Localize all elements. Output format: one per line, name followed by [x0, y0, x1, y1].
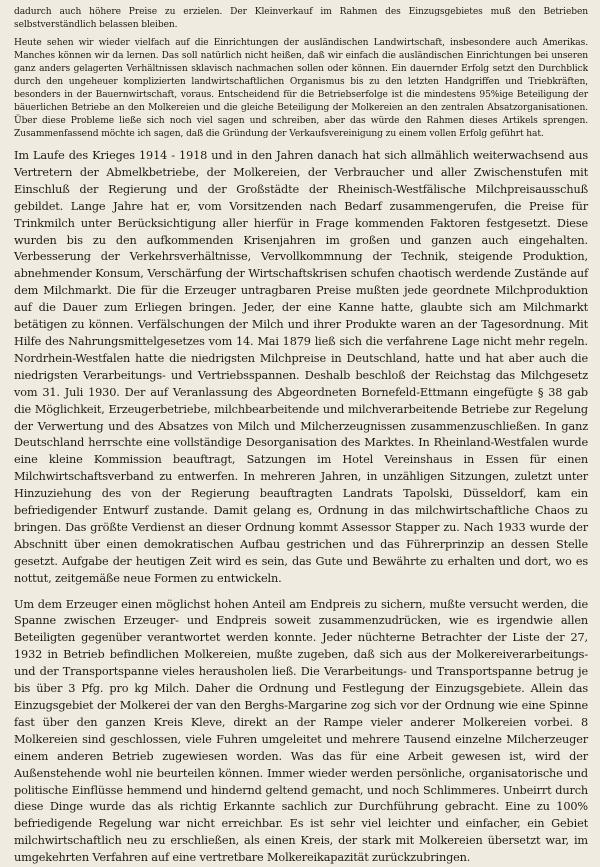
paragraph-milk-price-committee: Im Laufe des Krieges 1914 - 1918 und in den Jahren danach hat sich allmählich weiterwachsend aus Vertretern der Abmelkbetriebe, der Molkereien, der Verbraucher und aller Zwischenstufen mit Einschluß der Regierung und der Großstädte der Rheinisch-Westfälische Milchpreisausschuß gebildet. Lange Jahre hat er, vom Vorsitzenden nach Bedarf zusammengerufen, die Preise für Trinkmilch unter Berücksichtigung aller hierfür in Frage kommenden Faktoren festgesetzt. Diese wurden bis zu den aufkommenden Krisenjahren im großen und ganzen auch eingehalten. Verbesserung der Verkehrsverhältnisse, Vervollkommnung der Technik, steigende Produktion, abnehmender Konsum, Verschärfung der Wirtschaftskrisen schufen chaotisch werdende Zustände auf dem Milchmarkt. Die für die Erzeuger untragbaren Preise mußten jede geordnete Milchproduktion auf die Dauer zum Erliegen bringen. Jeder, der eine Kanne hatte, glaubte sich am Milchmarkt betätigen zu können. Verfälschungen der Milch und ihrer Produkte waren an der Tagesordnung. Mit Hilfe des Nahrungsmittelgesetzes vom 14. Mai 1879 ließ sich die verfahrene Lage nicht mehr regeln. Nordrhein-Westfalen hatte die niedrigsten Milchpreise in Deutschland, hatte und hat aber auch die niedrigsten Verarbeitungs- und Vertriebsspannen. Deshalb beschloß der Reichstag das Milchgesetz vom 31. Juli 1930. Der auf Veranlassung des Abgeordneten Bornefeld-Ettmann eingefügte § 38 gab die Möglichkeit, Erzeugerbetriebe, milchbearbeitende und milchverarbeitende Betriebe zur Regelung der Verwertung und des Absatzes von Milch und Milcherzeugnissen zusammenzuschließen. In ganz Deutschland herrschte eine vollständige Desorganisation des Marktes. In Rheinland-Westfalen wurde eine kleine Kommission beauftragt, Satzungen im Hotel Vereinshaus in Essen für einen Milchwirtschaftsverband zu entwerfen. In mehreren Jahren, in unzähligen Sitzungen, zuletzt unter Hinzuziehung des von der Regierung beauftragten Landrats Tapolski, Düsseldorf, kam ein befriedigender Entwurf zustande. Damit gelang es, Ordnung in das milchwirtschaftliche Chaos zu bringen. Das größte Verdienst an dieser Ordnung kommt Assessor Stapper zu. Nach 1933 wurde der Abschnitt über einen demokratischen Aufbau gestrichen und das Führerprinzip an dessen Stelle gesetzt. Aufgabe der heutigen Zeit wird es sein, das Gute und Bewährte zu erhalten und dort, wo es nottut, zeitgemäße neue Formen zu entwickeln.: [14, 149, 588, 585]
paragraph-intro: dadurch auch höhere Preise zu erzielen. Der Kleinverkauf im Rahmen des Einzugsgebietes muß den Betrieben selbstverständlich belassen bleiben.: [14, 7, 588, 30]
document-page: [14, 6, 588, 867]
paragraph-producer-share: Um dem Erzeuger einen möglichst hohen Anteil am Endpreis zu sichern, mußte versucht werden, die Spanne zwischen Erzeuger- und Endpreis soweit zusammenzudrücken, wie es irgendwie allen Beteiligten gegenüber verantwortet werden konnte. Jeder nüchterne Betrachter der Liste der 27, 1932 in Betrieb befindlichen Molkereien, mußte zugeben, daß sich aus der Molkereiverarbeitungs- und der Transportspanne vieles herausholen ließ. Die Verarbeitungs- und Transportspanne betrug je bis über 3 Pfg. pro kg Milch. Daher die Ordnung und Festlegung der Einzugsgebiete. Allein das Einzugsgebiet der Molkerei der van den Berghs-Margarine zog sich vor der Ordnung wie eine Spinne fast über den ganzen Kreis Kleve, direkt an der Rampe vieler anderer Molkereien vorbei. 8 Molkereien sind geschlossen, viele Fuhren umgeleitet und mehrere Tausend einzelne Milcherzeuger einem anderen Betrieb zugewiesen worden. Was das für eine Arbeit gewesen ist, wird der Außenstehende wohl nie beurteilen können. Immer wieder werden persönliche, organisatorische und politische Einflüsse hemmend und hindernd geltend gemacht, und noch Schlimmeres. Unbeirrt durch diese Dinge wurde das als richtig Erkannte sachlich zur Durchführung gebracht. Eine zu 100% befriedigende Regelung war nicht erreichbar. Es ist sehr viel leichter und einfacher, ein Gebiet milchwirtschaftlich neu zu erschließen, als einen Kreis, der stark mit Molkereien übersetzt war, im umgekehrten Verfahren auf eine vertretbare Molkereikapazität zurückzubringen.: [14, 597, 588, 865]
paragraph-foreign-agriculture: Heute sehen wir wieder vielfach auf die Einrichtungen der ausländischen Landwirtschaft, insbesondere auch Amerikas. Manches können wir da lernen. Das soll natürlich nicht heißen, daß wir einfach die ausländischen Einrichtungen bei unseren ganz anders gelagerten Verhältnissen sklavisch nachmachen sollen oder können. Ein dauernder Erfolg setzt den Durchblick durch den ungeheuer komplizierten landwirtschaftlichen Organismus bis zu den letzten Handgriffen und Triebkräften, besonders in der Bauernwirtschaft, voraus. Entscheidend für die Betriebserfolge ist die mindestens 95%ige Beteiligung der bäuerlichen Betriebe an den Molkereien und die gleiche Beteiligung der Molkereien an den zentralen Absatzorganisationen. Über diese Probleme ließe sich noch viel sagen und schreiben, aber das würde den Rahmen dieses Artikels sprengen. Zusammenfassend möchte ich sagen, daß die Gründung der Verkaufsvereinigung zu einem vollen Erfolg geführt hat.: [14, 38, 588, 139]
